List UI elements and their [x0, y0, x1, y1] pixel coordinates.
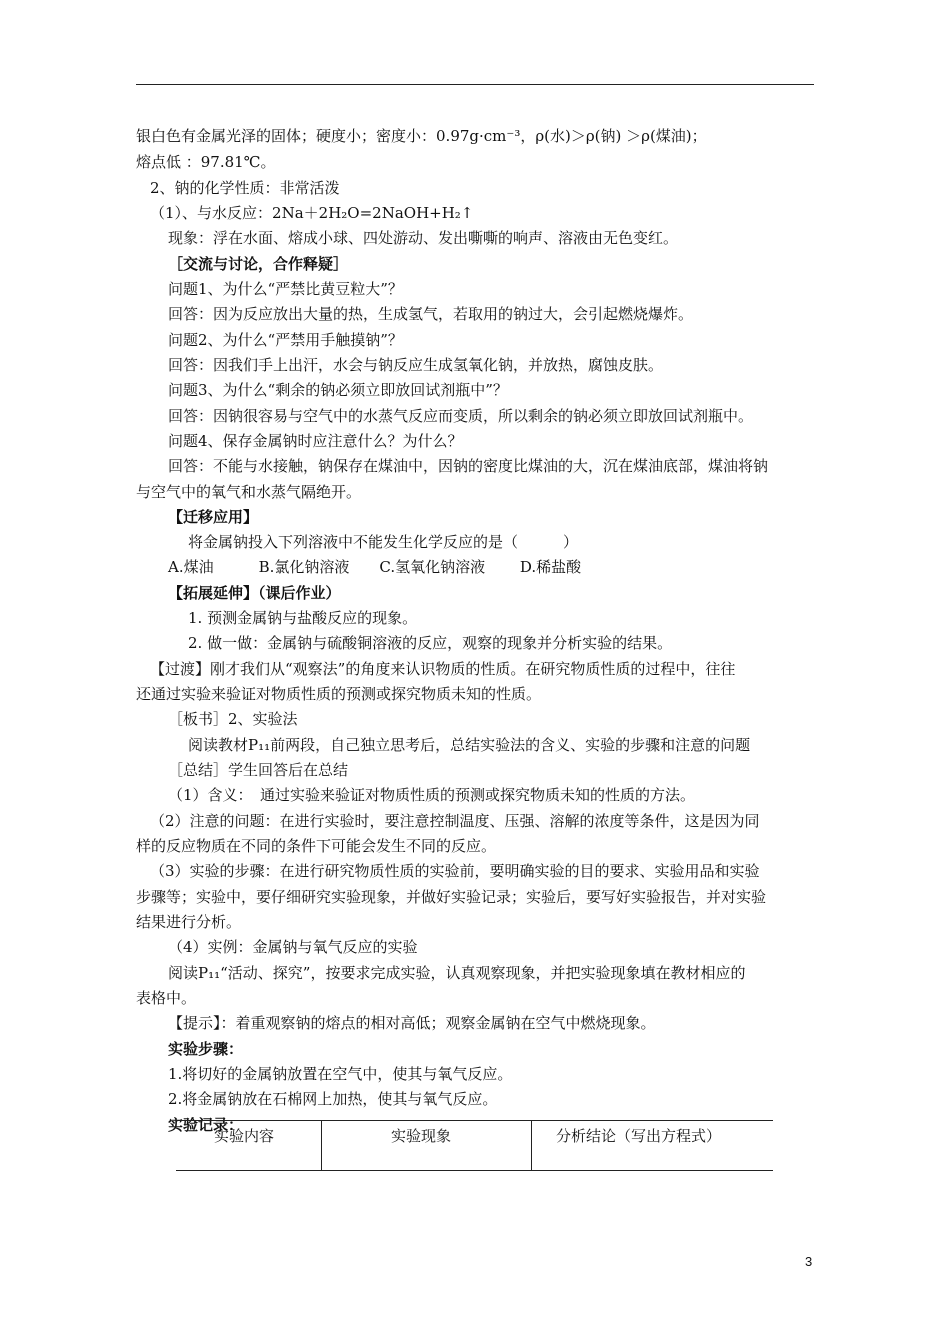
text-line: （1）含义： 通过实验来验证对物质性质的预测或探究物质未知的性质的方法。	[168, 786, 696, 804]
section-heading: ［交流与讨论，合作释疑］	[168, 255, 349, 273]
text-line: 【提示】：着重观察钠的熔点的相对高低；观察金属钠在空气中燃烧现象。	[168, 1014, 656, 1032]
answer-line: 回答：因钠很容易与空气中的水蒸气反应而变质，所以剩余的钠必须立即放回试剂瓶中。	[168, 407, 754, 425]
text-line: 样的反应物质在不同的条件下可能会发生不同的反应。	[136, 837, 497, 855]
text-line: 表格中。	[136, 989, 197, 1007]
text-line: 还通过实验来验证对物质性质的预测或探究物质未知的性质。	[136, 685, 542, 703]
text-line: 【过渡】刚才我们从“观察法”的角度来认识物质的性质。在研究物质性质的过程中，往往	[150, 660, 736, 678]
answer-line: 回答：因我们手上出汗，水会与钠反应生成氢氧化钠，并放热，腐蚀皮肤。	[168, 356, 664, 374]
section-heading: 【拓展延伸】（课后作业）	[168, 584, 341, 602]
section-heading: 【迁移应用】	[168, 508, 259, 526]
question-line: 问题4、保存金属钠时应注意什么？为什么？	[168, 432, 463, 450]
text-line: 阅读P₁₁“活动、探究”，按要求完成实验，认真观察现象，并把实验现象填在教材相应的	[168, 964, 746, 982]
table-divider	[321, 1121, 322, 1170]
text-line: 现象：浮在水面、熔成小球、四处游动、发出嘶嘶的响声、溶液由无色变红。	[168, 229, 679, 247]
section-heading: 实验记录：	[168, 1115, 288, 1135]
header-rule	[136, 84, 814, 85]
page-number: 3	[805, 1254, 813, 1269]
list-item: 2.将金属钠放在石棉网上加热，使其与氧气反应。	[168, 1090, 498, 1108]
table-header-conclusion: 分析结论（写出方程式）	[556, 1127, 722, 1145]
text-line: 结果进行分析。	[136, 913, 242, 931]
text-line: 步骤等；实验中，要仔细研究实验现象，并做好实验记录；实验后，要写好实验报告，并对实验	[136, 888, 767, 906]
table-header-phenomenon: 实验现象	[391, 1127, 452, 1145]
text-line: 银白色有金属光泽的固体；硬度小；密度小：0.97g·cm⁻³，ρ(水)＞ρ(钠) ＞ρ(煤油)；	[136, 127, 707, 145]
table-divider	[531, 1121, 532, 1170]
text-line: （4）实例：金属钠与氧气反应的实验	[168, 938, 418, 956]
text-line: 阅读教材P₁₁前两段，自己独立思考后，总结实验法的含义、实验的步骤和注意的问题	[188, 736, 751, 754]
answer-line: 回答：因为反应放出大量的热，生成氢气，若取用的钠过大，会引起燃烧爆炸。	[168, 305, 694, 323]
section-heading: 实验步骤：	[168, 1040, 244, 1058]
list-item: 2. 做一做：金属钠与硫酸铜溶液的反应，观察的现象并分析实验的结果。	[188, 634, 673, 652]
list-item: 1. 预测金属钠与盐酸反应的现象。	[188, 609, 418, 627]
question-line: 问题2、为什么“严禁用手触摸钠”？	[168, 331, 403, 349]
answer-line: 回答：不能与水接触，钠保存在煤油中，因钠的密度比煤油的大，沉在煤油底部，煤油将钠	[168, 457, 769, 475]
text-line: 将金属钠投入下列溶液中不能发生化学反应的是（ ）	[188, 533, 579, 551]
question-line: 问题1、为什么“严禁比黄豆粒大”？	[168, 280, 403, 298]
text-line: （2）注意的问题：在进行实验时，要注意控制温度、压强、溶解的浓度等条件，这是因为同	[150, 812, 760, 830]
experiment-record-table	[176, 1120, 773, 1171]
question-line: 问题3、为什么“剩余的钠必须立即放回试剂瓶中”？	[168, 381, 508, 399]
text-line: （3）实验的步骤：在进行研究物质性质的实验前，要明确实验的目的要求、实验用品和实验	[150, 862, 760, 880]
text-line: （1）、与水反应：2Na＋2H₂O=2NaOH+H₂↑	[150, 204, 474, 222]
text-line: 熔点低 ：97.81℃。	[136, 153, 276, 171]
options-line: A.煤油 B.氯化钠溶液 C.氢氧化钠溶液 D.稀盐酸	[168, 558, 582, 576]
text-line: 2、钠的化学性质：非常活泼	[150, 179, 340, 197]
list-item: 1.将切好的金属钠放置在空气中，使其与氧气反应。	[168, 1065, 513, 1083]
text-line: ［总结］学生回答后在总结	[168, 761, 349, 779]
table-header-content: 实验内容	[214, 1127, 275, 1145]
text-line: ［板书］2、实验法	[168, 710, 298, 728]
text-line: 与空气中的氧气和水蒸气隔绝开。	[136, 483, 362, 501]
